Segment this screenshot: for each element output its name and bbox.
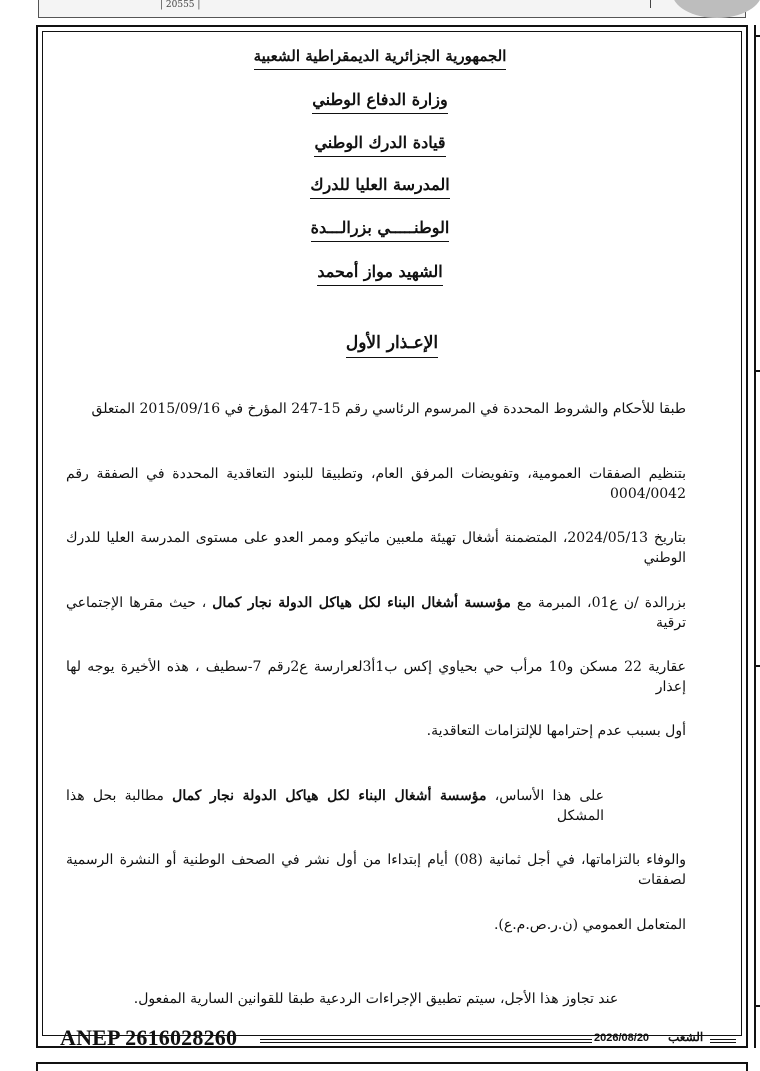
footer-rule [710, 1039, 736, 1043]
header-ministry: وزارة الدفاع الوطني [0, 90, 760, 114]
header-republic: الجمهورية الجزائرية الديمقراطية الشعبية [0, 46, 760, 70]
company-name-bold: مؤسسة أشغال البناء لكل هياكل الدولة نجار كمال [172, 788, 487, 804]
edge-mark [756, 370, 760, 372]
edge-mark [756, 1005, 760, 1007]
notice-title: الإعـذار الأول [42, 333, 742, 358]
header-martyr: الشهيد مواز أمحمد [0, 262, 760, 286]
paragraph2-line: المتعامل العمومي (ن.ر.ص.م.ع). [493, 917, 686, 933]
paragraph2-line: على هذا الأساس، مؤسسة أشغال البناء لكل هياكل الدولة نجار كمال مطالبة بحل هذا المشكل [66, 788, 604, 824]
top-border-strip [38, 0, 746, 18]
top-strip [0, 0, 760, 22]
top-tick [650, 0, 651, 8]
paragraph1-line: بتنظيم الصفقات العمومية، وتفويضات المرفق العام، وتطبيقا للبنود التعاقدية المحددة في الصفقة رقم 0004/0042 [66, 466, 686, 502]
paragraph2-line: والوفاء بالتزاماتها، في أجل ثمانية (08) أيام إبتداءا من أول نشر في الصحف الوطنية أو النشرة الرسمية لصفقات [66, 852, 686, 888]
publication-date: 2026/08/20 [594, 1032, 650, 1044]
newspaper-name: الشعب [668, 1030, 704, 1044]
edge-mark [756, 35, 760, 37]
top-fragment-text: | 20555 | [160, 0, 201, 10]
paragraph1-line: عقارية 22 مسكن و10 مرأب حي بحياوي إكس ب1أ3لعرارسة ع2رقم 7-سطيف ، هذه الأخيرة يوجه لها إعذار [66, 659, 686, 695]
paragraph1-line: طبقا للأحكام والشروط المحددة في المرسوم الرئاسي رقم 15-247 المؤرخ في 2015/09/16 المتعلق [91, 401, 686, 417]
company-name-bold: مؤسسة أشغال البناء لكل هياكل الدولة نجار كمال [212, 595, 511, 611]
paragraph3-line: عند تجاوز هذا الأجل، سيتم تطبيق الإجراءات الردعية طبقا للقوانين السارية المفعول. [133, 991, 619, 1007]
paragraph1-line: بزرالدة /ن ع01، المبرمة مع مؤسسة أشغال البناء لكل هياكل الدولة نجار كمال ، حيث مقرها الإجتماعي ترقية [66, 595, 686, 631]
header-command: قيادة الدرك الوطني [0, 133, 760, 157]
paragraph1-line: أول بسبب عدم إحترامها للإلتزامات التعاقدية. [426, 723, 686, 739]
header-school: المدرسة العليا للدرك [0, 175, 760, 199]
footer-rule [260, 1039, 592, 1043]
header-location: الوطنـــــي بزرالـــدة [0, 218, 760, 242]
paragraph1-line: بتاريخ 2024/05/13، المتضمنة أشغال تهيئة ملعبين ماتيكو وممر العدو على مستوى المدرسة العليا للدرك الوطني [66, 530, 687, 566]
notice-footer [42, 1024, 742, 1054]
next-notice-frame-top [36, 1062, 748, 1071]
edge-mark [756, 665, 760, 667]
anep-reference: ANEP 2616028260 [60, 1025, 238, 1050]
